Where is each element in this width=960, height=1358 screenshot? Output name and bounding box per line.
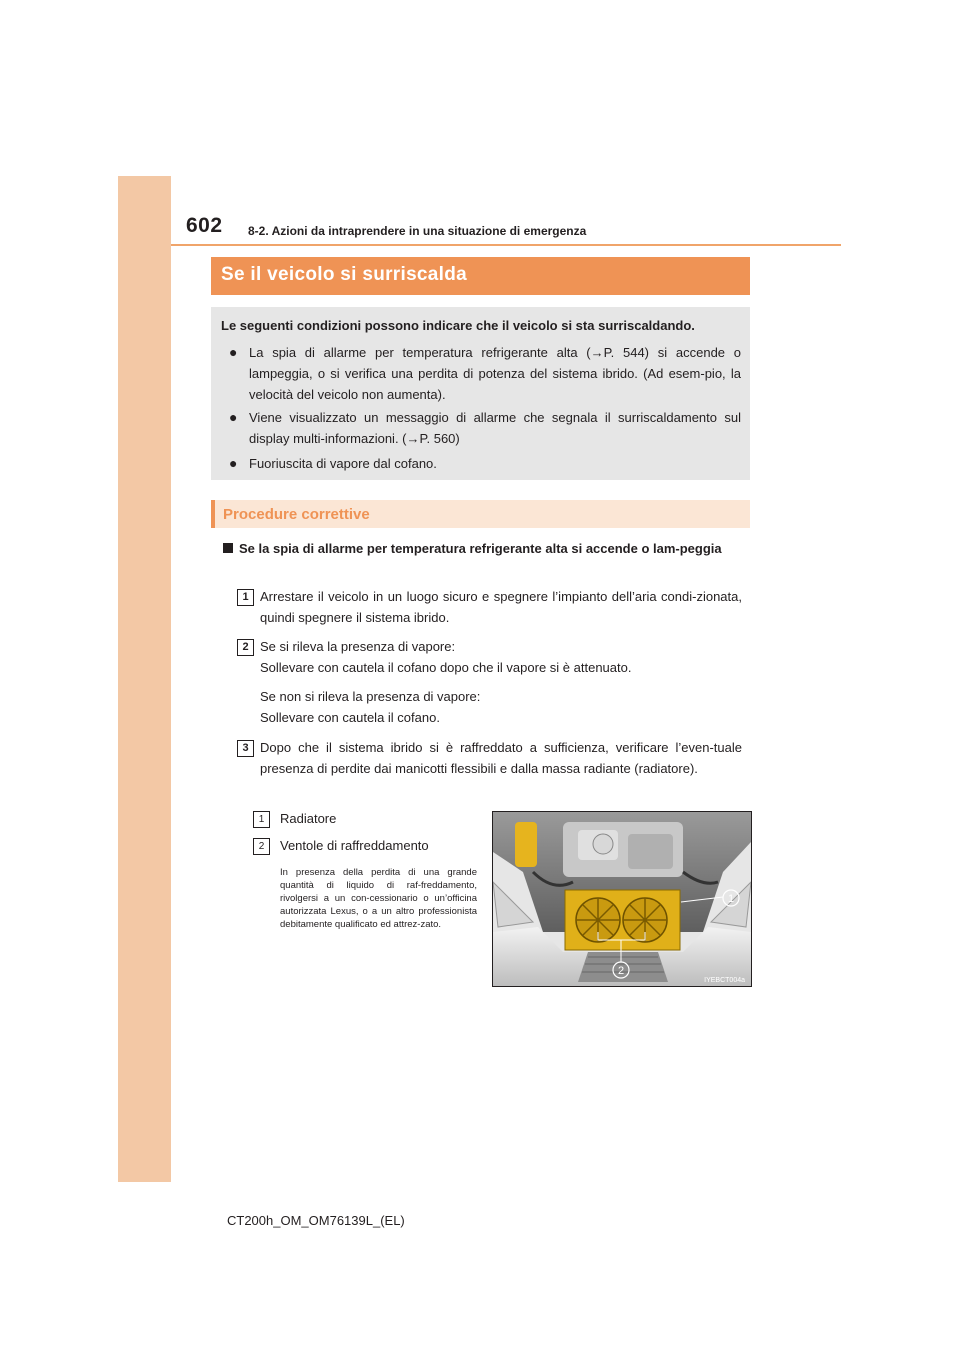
- side-color-band: [118, 176, 171, 1182]
- square-bullet-icon: [223, 543, 233, 553]
- legend-number: 1: [253, 811, 270, 828]
- step-number: 3: [237, 740, 254, 757]
- conditions-box: [211, 307, 750, 480]
- step-text: Dopo che il sistema ibrido si è raffreddato a sufficienza, verificare l’even-tuale presenza di perdite dai manicotti flessibili e dalla massa radiante (radiatore).: [260, 740, 742, 776]
- conditions-intro: Le seguenti condizioni possono indicare che il veicolo si sta surriscaldando.: [221, 318, 695, 333]
- condition-bullet: ● Fuoriuscita di vapore dal cofano.: [229, 453, 741, 474]
- chapter-title: 8-2. Azioni da intraprendere in una situazione di emergenza: [248, 224, 587, 238]
- callout-1: 1: [727, 893, 735, 905]
- bullet-dot-icon: ●: [229, 455, 238, 471]
- bullet-dot-icon: ●: [229, 409, 238, 425]
- step-number: 2: [237, 639, 254, 656]
- engine-bay-illustration: [492, 811, 752, 987]
- document-code: CT200h_OM_OM76139L_(EL): [227, 1213, 405, 1228]
- legend-number: 2: [253, 838, 270, 855]
- case-heading: Se la spia di allarme per temperatura refrigerante alta si accende o lam-peggia: [223, 538, 751, 560]
- legend-fans: Ventole di raffreddamento: [280, 838, 429, 853]
- step-number: 1: [237, 589, 254, 606]
- condition-bullet: ● Viene visualizzato un messaggio di allarme che segnala il surriscaldamento sul display multi-informazioni. (→P. 560): [229, 409, 741, 446]
- condition-bullet: ● La spia di allarme per temperatura refrigerante alta (→P. 544) si accende o lampeggia, o si verifica una perdita di potenza del sistema ibrido. (Ad esem-pio, la velocità del veicolo non aumenta).: [229, 344, 741, 402]
- step-text: Se si rileva la presenza di vapore: Sollevare con cautela il cofano dopo che il vapore si è attenuato. Se non si rileva la presenza di vapore: Sollevare con cautela il cofano.: [260, 639, 632, 725]
- page-number: 602: [186, 214, 223, 237]
- callout-2: 2: [617, 965, 625, 977]
- step-text: Arrestare il veicolo in un luogo sicuro e spegnere l’impianto dell’aria condi-zionata, quindi spegnere il sistema ibrido.: [260, 589, 742, 625]
- subsection-title: Procedure correttive: [223, 506, 370, 523]
- bullet-dot-icon: ●: [229, 344, 238, 360]
- figure-code: IYEBCT004a: [704, 977, 745, 984]
- header-divider: [171, 244, 841, 246]
- legend-radiator: Radiatore: [280, 811, 337, 826]
- subsection-accent: [211, 500, 215, 528]
- section-title-bar: [211, 257, 750, 295]
- subsection-title-bar: [211, 500, 750, 528]
- warning-note: In presenza della perdita di una grande quantità di liquido di raf-freddamento, rivolgersi a un con-cessionario o un’officina autorizzata Lexus, o a un altro professionista debitamente qualificato ed attrez-zato.: [280, 867, 477, 930]
- section-title: Se il veicolo si surriscalda: [221, 264, 468, 285]
